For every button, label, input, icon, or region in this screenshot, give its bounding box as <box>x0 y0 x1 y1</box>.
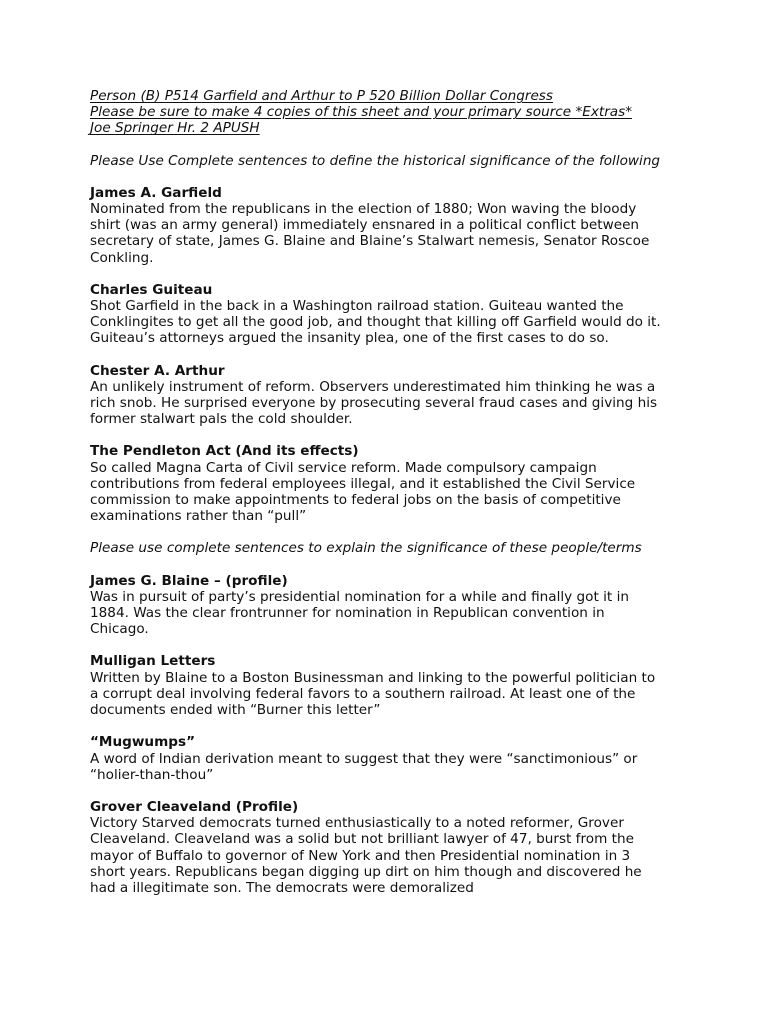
body-line: An unlikely instrument of reform. Observers underestimated him thinking he was a <box>90 378 656 395</box>
body-line: A word of Indian derivation meant to suggest that they were “sanctimonious” or <box>90 750 638 767</box>
body-line: Nominated from the republicans in the election of 1880; Won waving the bloody <box>90 201 637 218</box>
body-line: had a illegitimate son. The democrats were demoralized <box>90 879 474 896</box>
section-title: Chester A. Arthur <box>90 362 225 379</box>
body-line: 1884. Was the clear frontrunner for nomination in Republican convention in <box>90 605 605 622</box>
body-line: Shot Garfield in the back in a Washington railroad station. Guiteau wanted the <box>90 298 624 315</box>
section-james-blaine <box>90 573 690 638</box>
section-mugwumps <box>90 734 690 783</box>
section-body <box>90 751 690 783</box>
section-chester-arthur <box>90 363 690 428</box>
section-james-garfield <box>90 185 690 266</box>
body-line: commission to make appointments to federal jobs on the basis of competitive <box>90 492 621 509</box>
body-line: examinations rather than “pull” <box>90 508 307 525</box>
body-line: secretary of state, James G. Blaine and Blaine’s Stalwart nemesis, Senator Roscoe <box>90 233 650 250</box>
section-title: Mulligan Letters <box>90 653 216 670</box>
body-line: So called Magna Carta of Civil service reform. Made compulsory campaign <box>90 459 597 476</box>
body-line: former stalwart pals the cold shoulder. <box>90 411 353 428</box>
section-title: The Pendleton Act (And its effects) <box>90 443 359 460</box>
section-body <box>90 379 690 428</box>
section-title: “Mugwumps” <box>90 734 196 751</box>
section-charles-guiteau <box>90 282 690 347</box>
section-title: Charles Guiteau <box>90 281 213 298</box>
section-body <box>90 670 690 719</box>
body-line: contributions from federal employees illegal, and it established the Civil Service <box>90 475 636 492</box>
body-line: a corrupt deal involving federal favors to a southern railroad. At least one of the <box>90 685 636 702</box>
body-line: shirt (was an army general) immediately ensnared in a political conflict between <box>90 217 640 234</box>
body-line: Chicago. <box>90 621 149 638</box>
section-pendleton-act <box>90 443 690 524</box>
section-title: Grover Cleaveland (Profile) <box>90 798 299 815</box>
section-title: James G. Blaine – (profile) <box>90 572 288 589</box>
section-body <box>90 460 690 525</box>
document-header <box>90 88 690 137</box>
body-line: documents ended with “Burner this letter” <box>90 702 381 719</box>
section-body <box>90 589 690 638</box>
section-body <box>90 815 690 896</box>
body-line: Conklingites to get all the good job, and thought that killing off Garfield would do it. <box>90 314 661 331</box>
section-body <box>90 298 690 347</box>
section-mulligan-letters <box>90 653 690 718</box>
body-line: mayor of Buffalo to governor of New York and then Presidential nomination in 3 <box>90 847 631 864</box>
section-title: James A. Garfield <box>90 184 222 201</box>
body-line: Victory Starved democrats turned enthusiastically to a noted reformer, Grover <box>90 815 624 832</box>
document-page <box>90 88 690 896</box>
body-line: Conkling. <box>90 249 154 266</box>
header-line-author: Joe Springer Hr. 2 APUSH <box>90 120 260 137</box>
instruction-explain: Please use complete sentences to explain the significance of these people/terms <box>90 540 642 557</box>
header-line-assignment: Person (B) P514 Garfield and Arthur to P 520 Billion Dollar Congress <box>90 88 553 104</box>
body-line: “holier-than-thou” <box>90 766 214 783</box>
body-line: Was in pursuit of party’s presidential nomination for a while and finally got it in <box>90 588 629 605</box>
body-line: Written by Blaine to a Boston Businessman and linking to the powerful politician to <box>90 669 656 686</box>
header-line-copies-note: Please be sure to make 4 copies of this sheet and your primary source *Extras* <box>90 104 632 121</box>
body-line: Cleaveland. Cleaveland was a solid but not brilliant lawyer of 47, burst from the <box>90 831 634 848</box>
instruction-define: Please Use Complete sentences to define the historical significance of the following <box>90 152 661 169</box>
section-body <box>90 201 690 266</box>
body-line: rich snob. He surprised everyone by prosecuting several fraud cases and giving his <box>90 395 658 412</box>
section-grover-cleaveland <box>90 799 690 896</box>
body-line: Guiteau’s attorneys argued the insanity plea, one of the first cases to do so. <box>90 330 609 347</box>
body-line: short years. Republicans began digging up dirt on him though and discovered he <box>90 863 642 880</box>
